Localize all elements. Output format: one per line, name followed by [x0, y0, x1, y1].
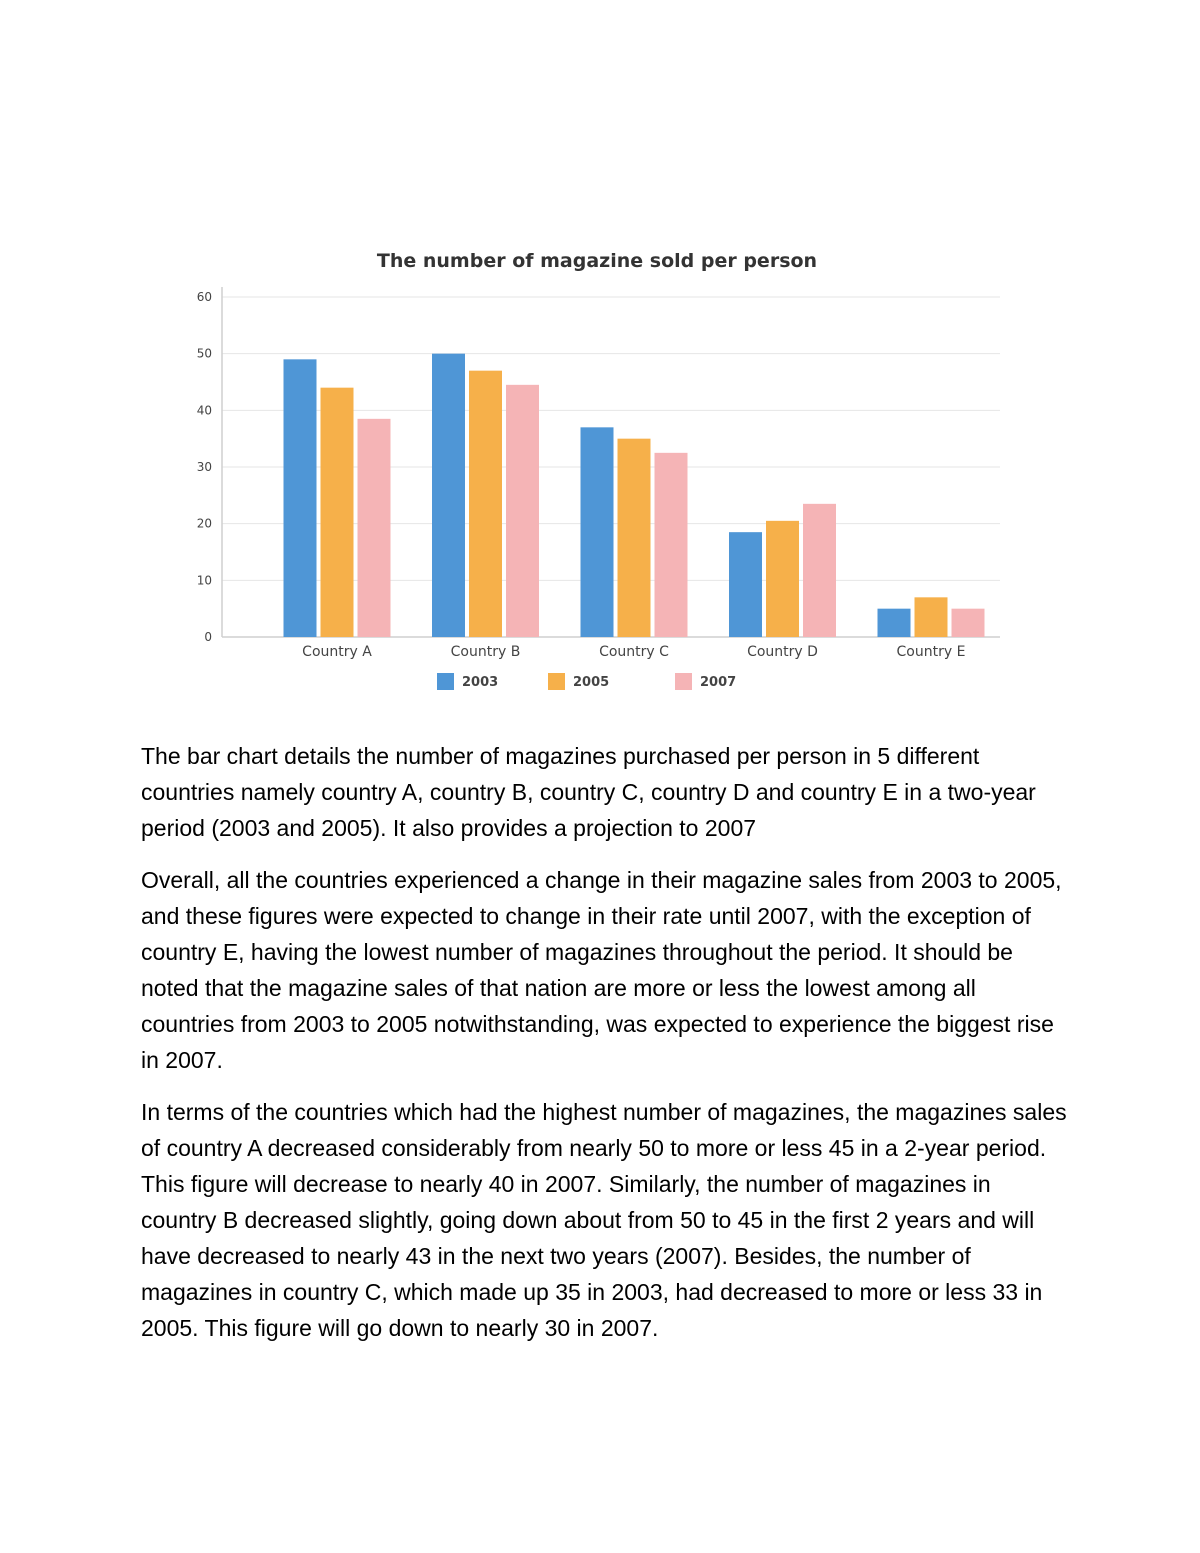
- bar-2005-country-b: [469, 371, 502, 637]
- bar-2005-country-a: [321, 388, 354, 637]
- bar-2003-country-d: [729, 532, 762, 637]
- legend-swatch-2007: [675, 673, 692, 690]
- bar-2007-country-c: [655, 453, 688, 637]
- y-tick-label: 20: [196, 516, 212, 531]
- bar-2003-country-a: [284, 359, 317, 637]
- bar-2003-country-c: [581, 427, 614, 637]
- y-tick-label: 40: [196, 403, 212, 418]
- y-tick-label: 50: [196, 346, 212, 361]
- y-tick-label: 30: [196, 460, 212, 474]
- bar-2007-country-e: [952, 609, 985, 637]
- legend-swatch-2005: [548, 673, 565, 690]
- essay-paragraph-intro: The bar chart details the number of magazines purchased per person in 5 different countries namely country A, country B, country C, country D and country E in a two-year period (2003 and 2005). It also provides a projection to 2007: [141, 743, 1036, 841]
- bars: [284, 354, 985, 637]
- legend: [437, 673, 736, 690]
- bar-chart: [0, 0, 1200, 720]
- y-tick-label: 0: [204, 630, 212, 644]
- chart-title: The number of magazine sold per person: [376, 250, 818, 272]
- bar-2003-country-b: [432, 354, 465, 637]
- legend-swatch-2003: [437, 673, 454, 690]
- bar-2007-country-a: [358, 419, 391, 637]
- y-tick-label: 10: [196, 573, 212, 588]
- bar-2003-country-e: [878, 609, 911, 637]
- legend-label-2005: 2005: [573, 675, 610, 690]
- essay-paragraph-details: In terms of the countries which had the highest number of magazines, the magazines sales of country A decreased considerably from nearly 50 to more or less 45 in a 2-year period. This figure will decrease to nearly 40 in 2007. Similarly, the number of magazines in country B decreased slightly, going down about from 50 to 45 in the first 2 years and will have decreased to nearly 43 in the next two years (2007). Besides, the number of magazines in country C, which made up 35 in 2003, had decreased to more or less 33 in 2005. This figure will go down to nearly 30 in 2007.: [141, 1099, 1067, 1341]
- bar-2007-country-d: [803, 504, 836, 637]
- bar-2007-country-b: [506, 385, 539, 637]
- x-tick-label: Country A: [302, 644, 372, 660]
- x-tick-label: Country E: [896, 644, 966, 660]
- bar-2005-country-e: [915, 597, 948, 637]
- y-tick-label: 60: [196, 290, 212, 304]
- x-tick-label: Country C: [599, 644, 669, 660]
- bar-2005-country-c: [618, 439, 651, 637]
- bar-2005-country-d: [766, 521, 799, 637]
- essay-text: [141, 738, 1071, 1362]
- legend-label-2007: 2007: [700, 675, 737, 690]
- legend-label-2003: 2003: [462, 675, 499, 690]
- x-tick-label: Country D: [747, 644, 818, 660]
- essay-paragraph-overview: Overall, all the countries experienced a change in their magazine sales from 2003 to 2005, and these figures were expected to change in their rate until 2007, with the exception of country E, having the lowest number of magazines throughout the period. It should be noted that the magazine sales of that nation are more or less the lowest among all countries from 2003 to 2005 notwithstanding, was expected to experience the biggest rise in 2007.: [141, 867, 1062, 1073]
- x-tick-label: Country B: [450, 644, 521, 660]
